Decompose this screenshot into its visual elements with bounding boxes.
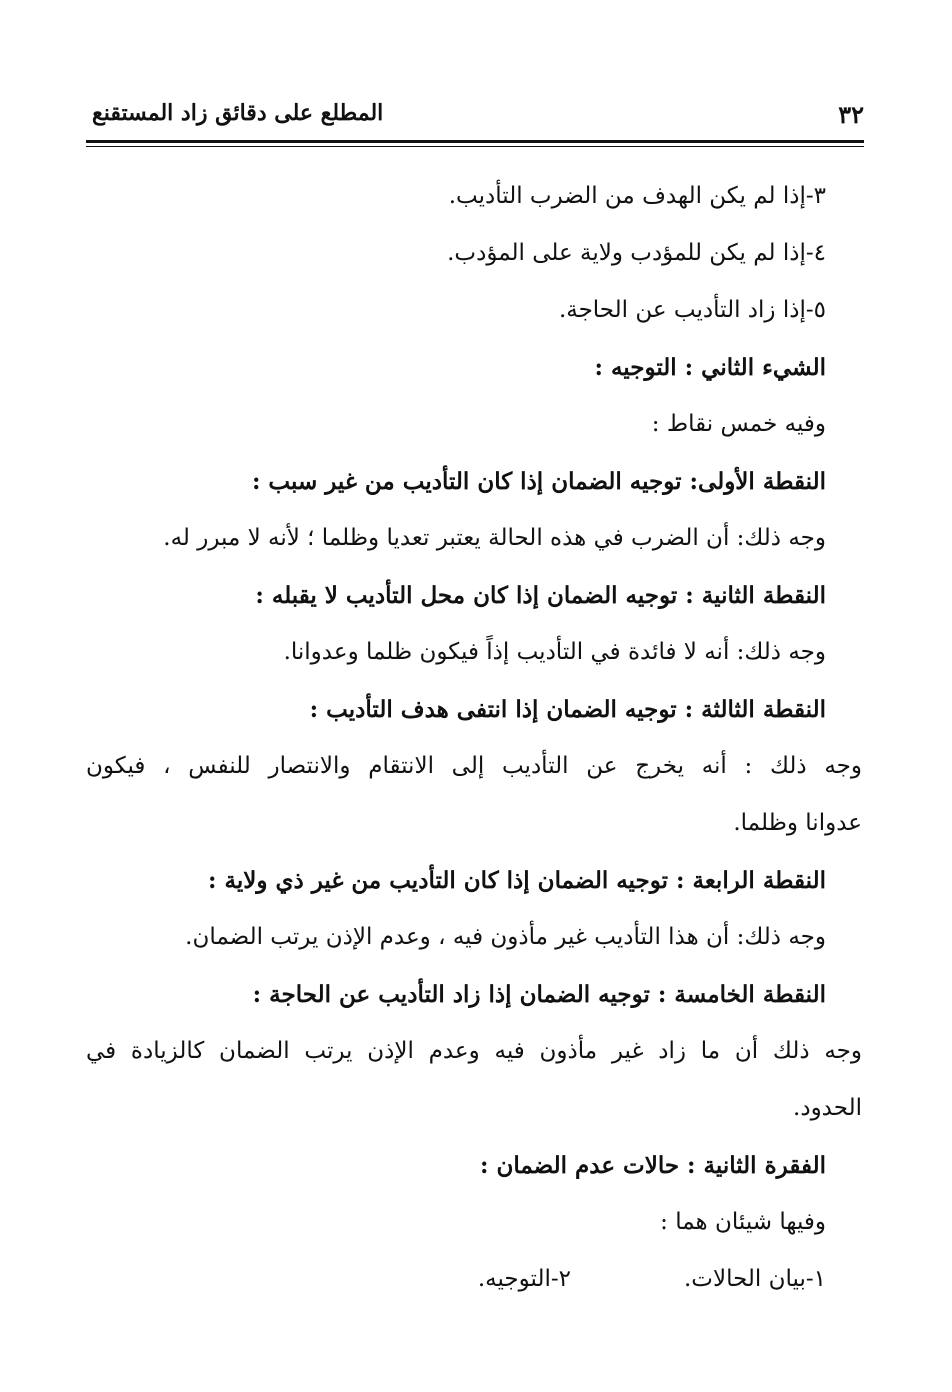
point-4-text: وجه ذلك: أن هذا التأديب غير مأذون فيه ، وعدم الإذن يرتب الضمان. xyxy=(185,924,826,950)
list-item-5: ٥-إذا زاد التأديب عن الحاجة. xyxy=(558,297,826,323)
point-1-text: وجه ذلك: أن الضرب في هذه الحالة يعتبر تعديا وظلما ؛ لأنه لا مبرر له. xyxy=(163,525,826,551)
item-cases: ١-بيان الحالات. xyxy=(683,1266,826,1292)
point-3-text-cont: عدوانا وظلما. xyxy=(733,810,862,836)
section-heading-guidance: الشيء الثاني : التوجيه : xyxy=(594,354,826,381)
point-5-text: وجه ذلك أن ما زاد غير مأذون فيه وعدم الإذن يرتب الضمان كالزيادة في xyxy=(86,1038,862,1064)
header-rule-thick xyxy=(86,140,864,143)
page-number: ٣٢ xyxy=(838,100,864,129)
point-1-heading: النقطة الأولى: توجيه الضمان إذا كان التأديب من غير سبب : xyxy=(251,468,826,495)
point-2-heading: النقطة الثانية : توجيه الضمان إذا كان محل التأديب لا يقبله : xyxy=(255,582,826,609)
point-3-heading: النقطة الثالثة : توجيه الضمان إذا انتفى هدف التأديب : xyxy=(309,696,826,723)
list-item-3: ٣-إذا لم يكن الهدف من الضرب التأديب. xyxy=(448,183,826,209)
page-body xyxy=(86,168,862,1308)
header-rule-thin xyxy=(86,146,864,147)
page-header xyxy=(86,96,864,136)
item-guidance: ٢-التوجيه. xyxy=(477,1266,571,1292)
point-2-text: وجه ذلك: أنه لا فائدة في التأديب إذاً فيكون ظلما وعدوانا. xyxy=(283,639,826,665)
point-5-heading: النقطة الخامسة : توجيه الضمان إذا زاد التأديب عن الحاجة : xyxy=(252,981,826,1008)
running-title: المطلع على دقائق زاد المستقنع xyxy=(92,100,384,126)
point-3-text: وجه ذلك : أنه يخرج عن التأديب إلى الانتقام والانتصار للنفس ، فيكون xyxy=(86,753,862,779)
point-5-text-cont: الحدود. xyxy=(793,1095,862,1121)
paragraph-2-intro: وفيها شيئان هما : xyxy=(660,1209,826,1235)
point-4-heading: النقطة الرابعة : توجيه الضمان إذا كان التأديب من غير ذي ولاية : xyxy=(208,867,826,894)
paragraph-2-items xyxy=(86,1251,826,1308)
intro-five-points: وفيه خمس نقاط : xyxy=(651,411,826,437)
paragraph-2-heading: الفقرة الثانية : حالات عدم الضمان : xyxy=(479,1152,826,1179)
list-item-4: ٤-إذا لم يكن للمؤدب ولاية على المؤدب. xyxy=(447,240,826,266)
